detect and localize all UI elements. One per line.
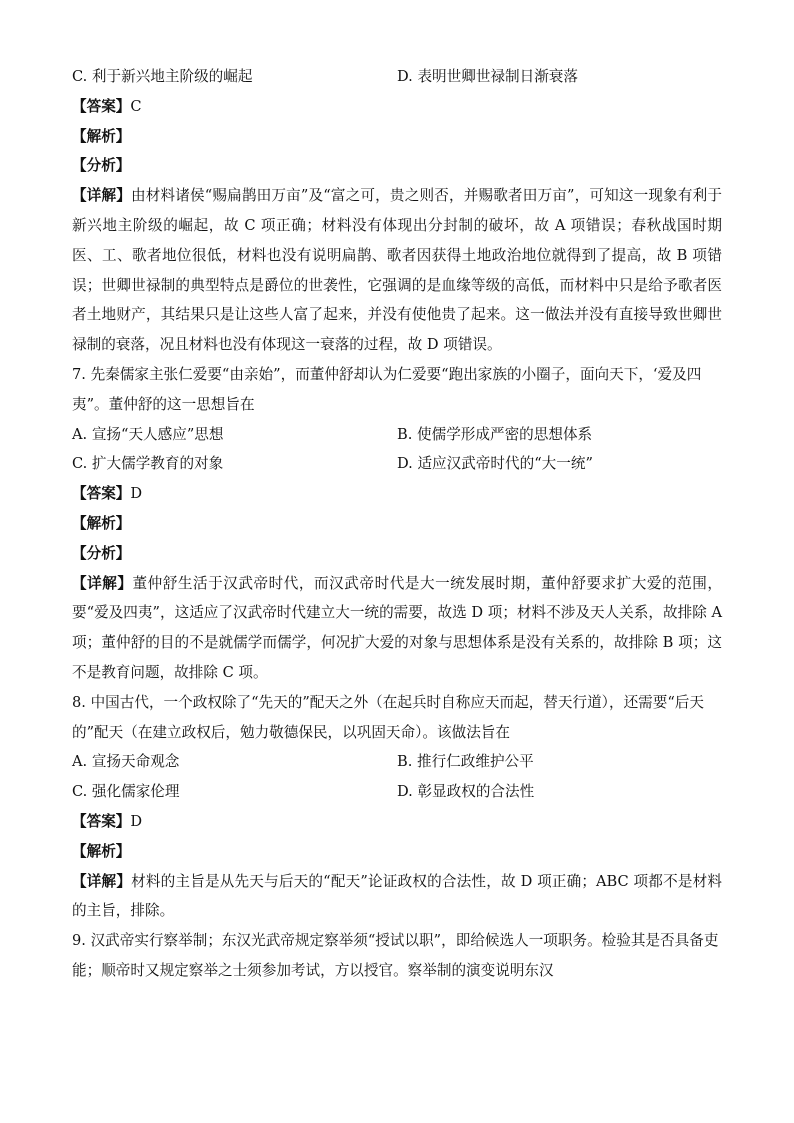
document-page [72,62,722,986]
detail-tag: 【详解】 [72,187,132,205]
q8-detail [72,867,722,927]
detail-tag: 【详解】 [72,574,133,592]
q7-options-ab [72,420,722,450]
q6-option-c: C. 利于新兴地主阶级的崛起 [72,68,253,85]
q7-analysis-heading [72,509,722,539]
question-9: 9. 汉武帝实行察举制；东汉光武帝规定察举须“授试以职”，即给候选人一项职务。检验其是否具备吏能；顺帝时又规定察举之士须参加考试，方以授官。察举制的演变说明东汉 [72,932,719,979]
answer-tag: 【答案】 [72,485,131,503]
q7-option-b: B. 使儒学形成严密的思想体系 [397,425,593,443]
q8-option-d: D. 彰显政权的合法性 [397,783,535,801]
analysis-tag: 【解析】 [72,842,131,860]
q7-fenxi-heading [72,539,722,569]
q6-analysis-heading [72,122,722,152]
q8-analysis-heading [72,837,722,867]
q8-options-ab [72,747,722,777]
fenxi-tag: 【分析】 [72,544,131,562]
q8-option-a: A. 宣扬天命观念 [72,753,180,771]
q6-detail [72,181,722,360]
detail-text: 材料的主旨是从先天与后天的“配天”论证政权的合法性，故 D 项正确；ABC 项都不是材料的主旨，排除。 [72,872,722,920]
q8-option-b: B. 推行仁政维护公平 [397,753,534,771]
fenxi-tag: 【分析】 [72,157,131,175]
q7-detail [72,569,722,688]
answer-value: C [130,97,142,115]
q6-option-d: D. 表明世卿世禄制日渐衰落 [397,68,578,85]
question-8: 8. 中国古代，一个政权除了“先天的”配天之外（在起兵时自称应天而起，替天行道），还需要“后天的”配天（在建立政权后，勉力敬德保民，以巩固天命）。该做法旨在 [72,693,704,741]
detail-tag: 【详解】 [72,872,132,890]
q8-options-cd [72,777,722,807]
detail-text: 由材料诸侯“赐扁鹊田万亩”及“富之可，贵之则否，并赐歌者田万亩”，可知这一现象有利于新兴地主阶级的崛起，故 C 项正确；材料没有体现出分封制的破坏，故 A 项错误；春秋战国时期医、工、歌者地位很低，材料也没有说明扁鹊、歌者因获得土地政治地位就得到了提高，故 B 项错误；世卿世禄制的典型特点是爵位的世袭性，它强调的是血缘等级的高低，而材料中只是给予歌者医者土地财产，其结果只是让这些人富了起来，并没有使他贵了起来。这一做法并没有直接导致世卿世禄制的衰落，况且材料也没有体现这一衰落的过程，故 D 项错误。 [72,187,722,354]
q6-answer [72,92,722,122]
q7-options-cd [72,449,722,479]
answer-tag: 【答案】 [72,97,131,115]
q7-option-a: A. 宣扬“天人感应”思想 [72,425,224,443]
q8-answer [72,807,722,837]
answer-tag: 【答案】 [72,812,131,830]
q6-options-cd [72,62,722,92]
analysis-tag: 【解析】 [72,127,131,145]
answer-value: D [130,485,143,503]
q8-option-c: C. 强化儒家伦理 [72,783,180,801]
question-7: 7. 先秦儒家主张仁爱要“由亲始”，而董仲舒却认为仁爱要“跑出家族的小圈子，面向天下，‘爱及四夷”。董仲舒的这一思想旨在 [72,365,702,413]
answer-value: D [130,812,143,830]
detail-text: 董仲舒生活于汉武帝时代，而汉武帝时代是大一统发展时期，董仲舒要求扩大爱的范围，要“爱及四夷”，这适应了汉武帝时代建立大一统的需要，故选 D 项；材料不涉及天人关系，故排除 A 项；董仲舒的目的不是就儒学而儒学，何况扩大爱的对象与思想体系是没有关系的，故排除 B 项；这不是教育问题，故排除 C 项。 [72,574,722,681]
analysis-tag: 【解析】 [72,514,131,532]
q7-option-c: C. 扩大儒学教育的对象 [72,455,224,473]
q6-fenxi-heading [72,151,722,181]
q7-option-d: D. 适应汉武帝时代的“大一统” [397,455,593,473]
q7-answer [72,479,722,509]
